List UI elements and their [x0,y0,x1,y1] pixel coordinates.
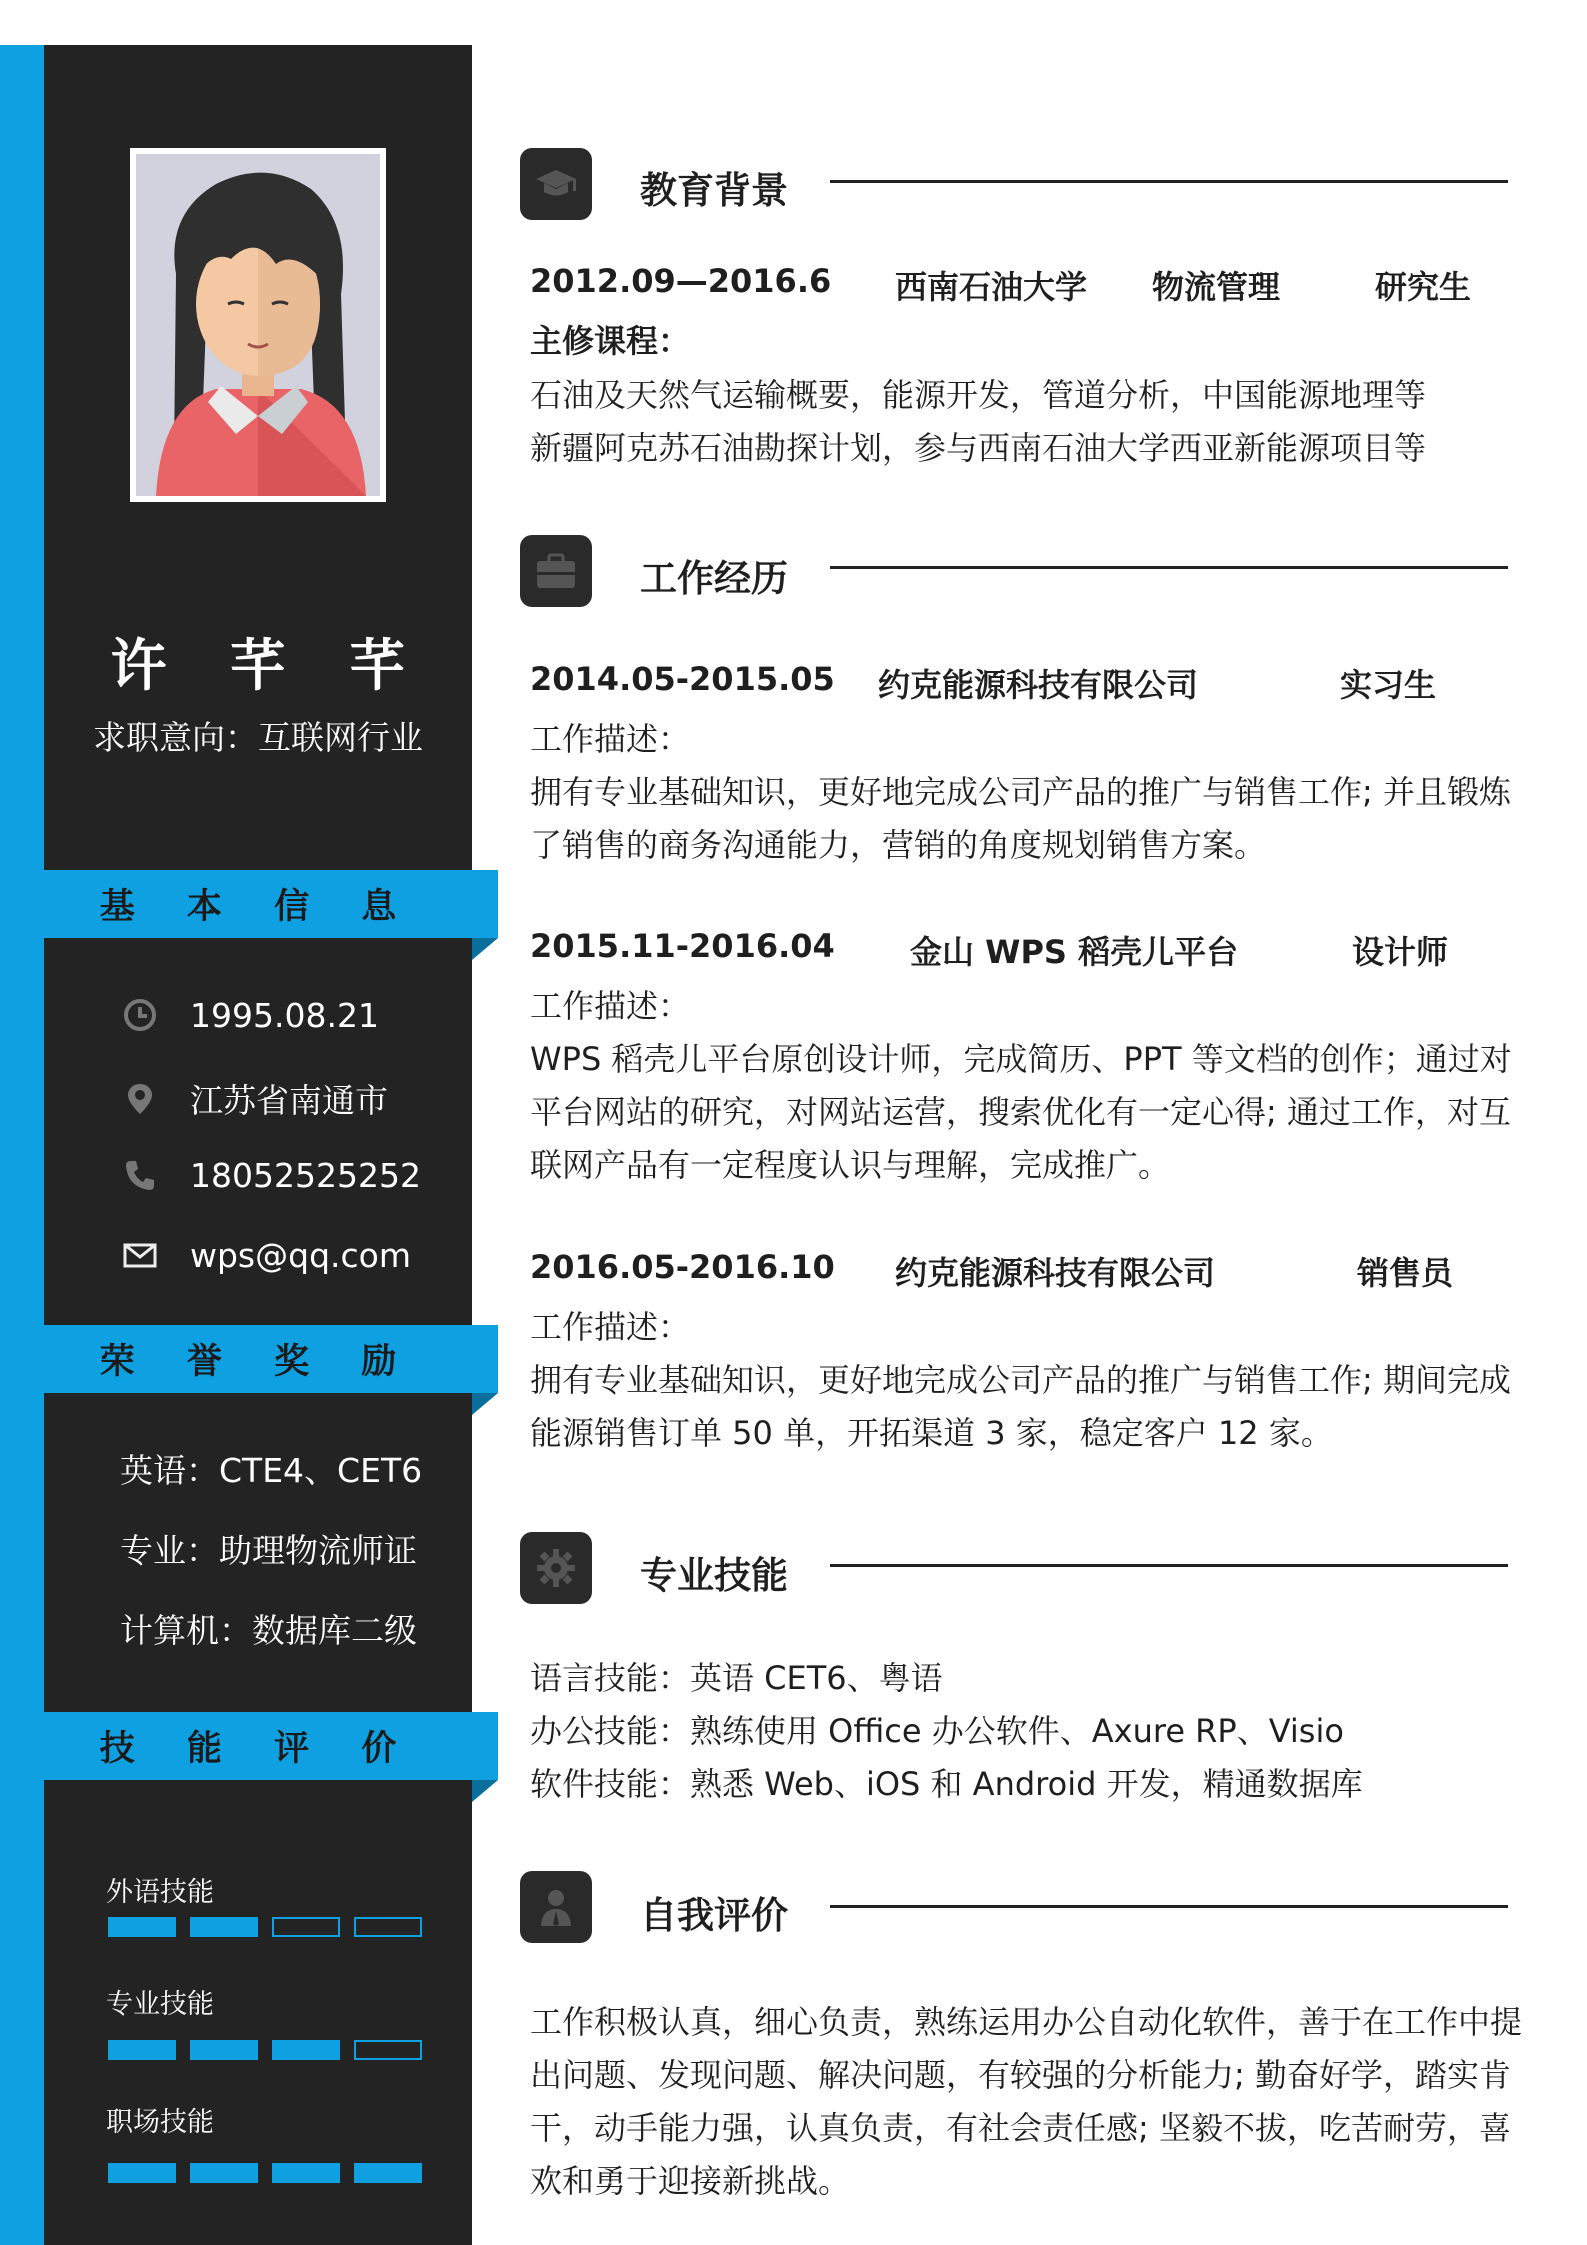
job-period: 2015.11-2016.04 [530,927,835,965]
job-company: 金山 WPS 稻壳儿平台 [910,933,1239,971]
skill-bar-filled [272,2163,340,2183]
section-divider [830,1905,1508,1908]
location-text: 江苏省南通市 [190,1081,388,1120]
skill-label: 专业技能 [106,1989,214,2020]
honor-item: 英语：CTE4、CET6 [120,1451,423,1490]
skill-bar-empty [354,2040,422,2060]
skill-bar-filled [272,2040,340,2060]
job-desc-label: 工作描述： [530,720,691,758]
self-eval-line: 工作积极认真，细心负责，熟练运用办公自动化软件，善于在工作中提 [530,2003,1523,2041]
skill-label: 外语技能 [106,1877,214,1908]
band-fold [472,938,498,960]
skill-bar-filled [108,1917,176,1937]
phone-icon [120,1155,160,1195]
avatar-illustration [136,154,380,496]
edu-major: 物流管理 [1152,268,1281,306]
skill-bar-filled [108,2040,176,2060]
edu-period: 2012.09—2016.6 [530,262,832,300]
honor-item: 计算机：数据库二级 [120,1611,417,1650]
skill-bar-empty [272,1917,340,1937]
job-desc-label: 工作描述： [530,1308,691,1346]
birth-date: 1995.08.21 [190,995,379,1035]
skill-bar-empty [354,1917,422,1937]
self-eval-line: 干，动手能力强，认真负责，有社会责任感; 坚毅不拔，吃苦耐劳，喜 [530,2109,1511,2147]
skill-level-bars [108,2040,422,2060]
section-divider [830,180,1508,183]
job-desc-line: WPS 稻壳儿平台原创设计师，完成简历、PPT 等文档的创作；通过对 [530,1040,1512,1078]
phone-number[interactable]: 18052525252 [190,1155,421,1195]
skill-level-bars [108,2163,422,2183]
honor-item: 专业：助理物流师证 [120,1531,417,1570]
clock-icon [120,995,160,1035]
skill-line: 语言技能：英语 CET6、粤语 [530,1659,943,1697]
job-intent: 求职意向：互联网行业 [93,718,423,757]
section-divider [830,1564,1508,1567]
self-eval-line: 欢和勇于迎接新挑战。 [530,2162,851,2200]
skill-bar-filled [190,1917,258,1937]
edu-courses-label: 主修课程： [530,322,691,360]
job-desc-label: 工作描述： [530,987,691,1025]
job-role: 销售员 [1357,1254,1454,1292]
email-row [120,1235,411,1275]
person-icon [520,1871,592,1943]
section-title-skills: 专业技能 [640,1554,788,1597]
job-desc-line: 了销售的商务沟通能力，营销的角度规划销售方案。 [530,826,1267,864]
accent-strip [0,45,44,2245]
edu-courses-line: 新疆阿克苏石油勘探计划，参与西南石油大学西亚新能源项目等 [530,429,1427,467]
mail-icon [120,1235,160,1275]
skill-rating-header: 技 能 评 价 [44,1712,498,1780]
email-address[interactable]: wps@qq.com [190,1235,411,1275]
skill-label: 职场技能 [106,2107,214,2138]
honors-header: 荣 誉 奖 励 [44,1325,498,1393]
job-company: 约克能源科技有限公司 [878,666,1199,704]
job-desc-line: 拥有专业基础知识，更好地完成公司产品的推广与销售工作; 并且锻炼 [530,773,1511,811]
job-desc-line: 联网产品有一定程度认识与理解，完成推广。 [530,1146,1171,1184]
edu-courses-line: 石油及天然气运输概要，能源开发，管道分析，中国能源地理等 [530,376,1427,414]
job-role: 实习生 [1340,666,1437,704]
section-title-self-eval: 自我评价 [640,1894,788,1937]
section-title-education: 教育背景 [640,169,788,212]
phone-row [120,1155,421,1195]
birth-row [120,995,379,1035]
edu-school: 西南石油大学 [895,268,1088,306]
job-desc-line: 平台网站的研究，对网站运营，搜索优化有一定心得; 通过工作，对互 [530,1093,1511,1131]
job-company: 约克能源科技有限公司 [895,1254,1216,1292]
briefcase-icon [520,535,592,607]
graduation-cap-icon [520,148,592,220]
skill-bar-filled [190,2163,258,2183]
band-fold [472,1780,498,1802]
skill-bar-filled [190,2040,258,2060]
band-fold [472,1393,498,1415]
section-title-work: 工作经历 [640,557,788,600]
job-desc-line: 能源销售订单 50 单，开拓渠道 3 家，稳定客户 12 家。 [530,1414,1333,1452]
skill-line: 办公技能：熟练使用 Office 办公软件、Axure RP、Visio [530,1712,1344,1750]
basic-info-header: 基 本 信 息 [44,870,498,938]
job-desc-line: 拥有专业基础知识，更好地完成公司产品的推广与销售工作; 期间完成 [530,1361,1511,1399]
job-period: 2014.05-2015.05 [530,660,835,698]
section-divider [830,566,1508,569]
job-role: 设计师 [1352,933,1449,971]
skill-bar-filled [354,2163,422,2183]
gear-icon [520,1532,592,1604]
job-period: 2016.05-2016.10 [530,1248,835,1286]
candidate-name: 许 芊 芊 [110,634,428,699]
self-eval-line: 出问题、发现问题、解决问题，有较强的分析能力; 勤奋好学，踏实肯 [530,2056,1511,2094]
skill-bar-filled [108,2163,176,2183]
location-row [120,1075,388,1122]
skill-line: 软件技能：熟悉 Web、iOS 和 Android 开发，精通数据库 [530,1765,1363,1803]
skill-level-bars [108,1917,422,1937]
location-pin-icon [120,1079,160,1119]
avatar [130,148,386,502]
edu-degree: 研究生 [1375,268,1472,306]
